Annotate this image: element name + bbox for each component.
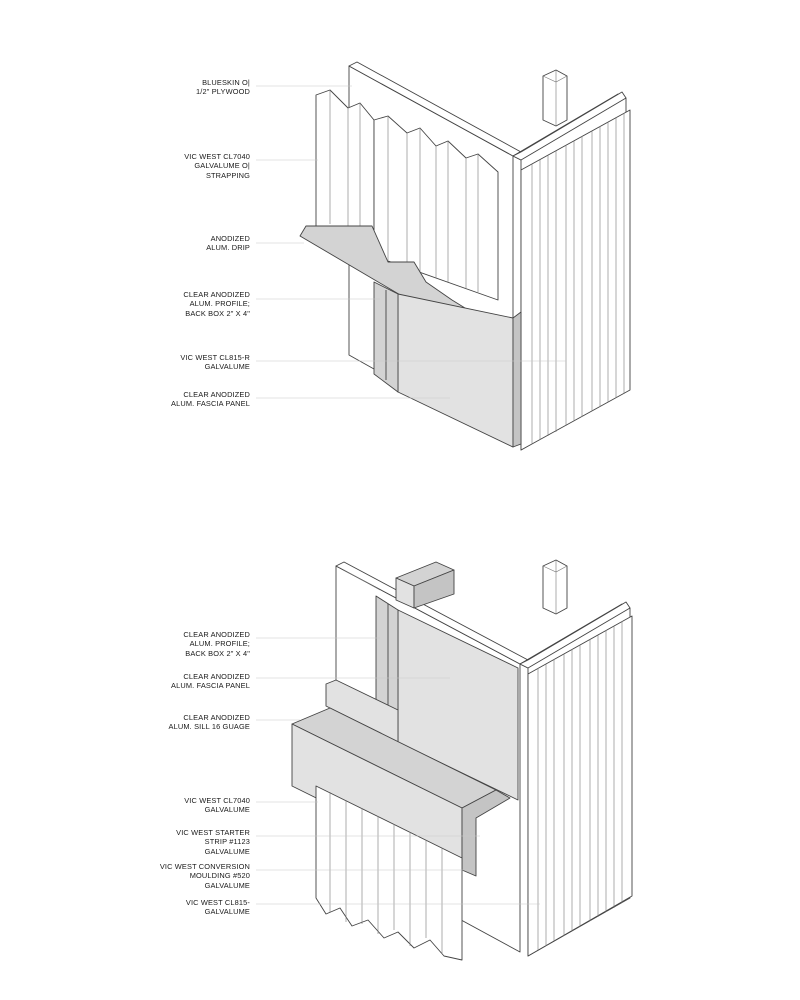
top-fascia-panel (398, 294, 513, 447)
top-detail-drawing (300, 62, 630, 450)
callout-top-drip (206, 234, 250, 253)
callout-line: ALUM. PROFILE; (189, 639, 250, 649)
callout-line: GALVALUME (204, 805, 250, 815)
callout-line: GALVALUME (204, 846, 250, 856)
callout-line: CLEAR ANODIZED (183, 390, 250, 399)
callout-top-blueskin (196, 78, 250, 97)
callout-line: CLEAR ANODIZED (183, 290, 250, 299)
callout-line: VIC WEST CL7040 (184, 796, 250, 805)
callout-line: GALVALUME O| (194, 161, 250, 171)
bottom-cl815-cladding (528, 616, 632, 956)
callout-line: ALUM. PROFILE; (189, 299, 250, 309)
callout-top-fascia (171, 390, 250, 409)
callout-line: CLEAR ANODIZED (183, 713, 250, 722)
top-post (543, 70, 567, 126)
callout-line: GALVALUME (204, 907, 250, 917)
callout-line: GALVALUME (204, 880, 250, 890)
callout-bottom-conversion-moulding (160, 862, 250, 890)
callout-line: STRAPPING (205, 170, 250, 180)
callout-line: CLEAR ANODIZED (183, 630, 250, 639)
callout-line: 1/2" PLYWOOD (196, 87, 250, 97)
callout-line: VIC WEST CL815-R (180, 353, 250, 362)
callout-line: VIC WEST CONVERSION (159, 862, 250, 871)
callout-line: VIC WEST CL815- (185, 898, 250, 907)
callout-line: ALUM. DRIP (206, 243, 250, 253)
callout-line: STRIP #1123 (204, 837, 250, 847)
callout-line: BACK BOX 2" X 4" (185, 308, 250, 318)
callout-top-cl7040 (184, 152, 250, 180)
callout-line: ALUM. SILL 16 GUAGE (168, 722, 250, 732)
callout-line: CLEAR ANODIZED (183, 672, 250, 681)
callout-top-profile (183, 290, 250, 318)
callout-bottom-cl815 (186, 898, 250, 917)
callout-line: VIC WEST CL7040 (184, 152, 250, 161)
callout-bottom-profile (183, 630, 250, 658)
bottom-detail-drawing (292, 560, 632, 960)
callout-bottom-starter-strip (176, 828, 250, 856)
callout-line: BACK BOX 2" X 4" (185, 648, 250, 658)
callout-line: GALVALUME (204, 362, 250, 372)
callout-line: ANODIZED (210, 234, 250, 243)
callout-line: MOULDING #520 (189, 871, 250, 881)
callout-bottom-fascia (171, 672, 250, 691)
callout-line: BLUESKIN O| (202, 78, 250, 87)
callout-line: ALUM. FASCIA PANEL (171, 399, 250, 409)
callout-line: VIC WEST STARTER (176, 828, 250, 837)
callout-bottom-cl7040 (184, 796, 250, 815)
callout-line: ALUM. FASCIA PANEL (171, 681, 250, 691)
callout-bottom-sill (169, 713, 250, 732)
top-cl815-cladding (521, 110, 630, 450)
callout-top-cl815r (180, 353, 250, 372)
